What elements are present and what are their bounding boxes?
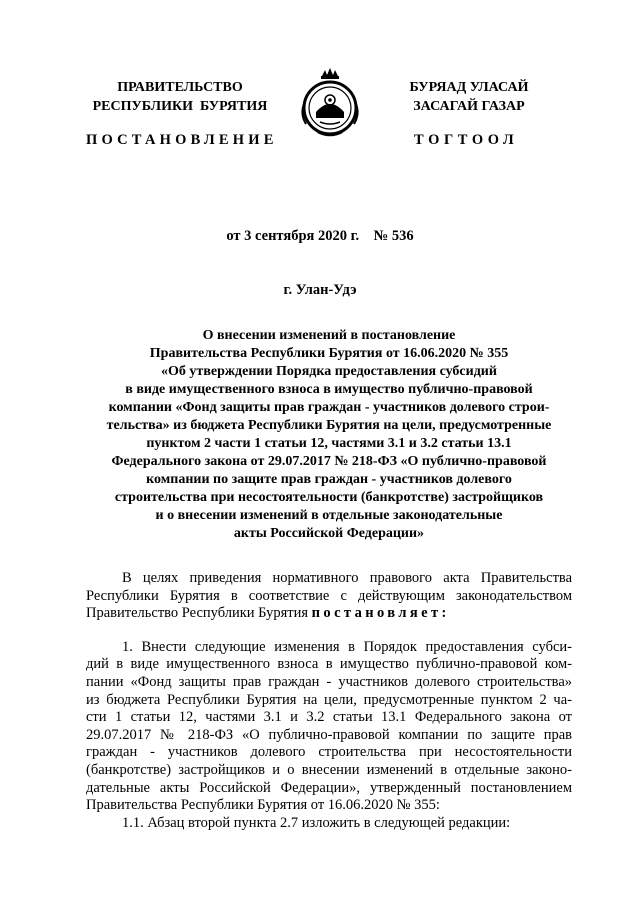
title-line: пунктом 2 части 1 статьи 12, частями 3.1 и 3.2 статьи 13.1 [146, 436, 512, 451]
document-date-number: от 3 сентября 2020 г. № 536 [226, 228, 414, 244]
paragraph-line: пании «Фонд защиты прав граждан - участников долевого строительства» [86, 673, 572, 690]
resolves-keyword: постановляет: [311, 605, 450, 622]
paragraph-1 [86, 639, 572, 815]
paragraph-1-1 [86, 815, 572, 833]
paragraph-line: из бюджета Республики Бурятия на цели, предусмотренные пунктом 2 ча- [86, 691, 572, 708]
issuer-buryat-line2: ЗАСАГАЙ ГАЗАР [413, 99, 525, 114]
issuer-buryat [384, 78, 554, 116]
paragraph-line: дательные акты Российской Федерации», утвержденный постановлением [86, 779, 572, 796]
paragraph-line: (банкротстве) застройщиков и о внесении изменений в отдельные законо- [86, 761, 572, 778]
paragraph-line: дий в виде имущественного взноса в имущество публично-правовой ком- [86, 656, 572, 673]
paragraph-line: 29.07.2017 № 218-ФЗ «О публично-правовой компании по защите прав [86, 726, 572, 743]
title-line: «Об утверждении Порядка предоставления субсидий [161, 364, 497, 379]
title-line: строительства при несостоятельности (банкротстве) застройщиков [114, 490, 544, 505]
issuer-russian-line2: РЕСПУБЛИКИ БУРЯТИЯ [92, 99, 268, 114]
title-line: тельства» из бюджета Республики Бурятия на цели, предусмотренные [106, 418, 552, 433]
title-line: компании по защите прав граждан - участников долевого [146, 472, 512, 487]
issuer-russian [70, 78, 290, 116]
issuer-russian-line1: ПРАВИТЕЛЬСТВО [117, 80, 243, 95]
paragraph-line: граждан - участников долевого строительства при несостоятельности [86, 744, 572, 761]
intro-line-text: Правительство Республики Бурятия [86, 605, 312, 622]
title-line: О внесении изменений в постановление [202, 328, 456, 343]
document-body [86, 570, 572, 832]
issuer-buryat-line1: БУРЯАД УЛАСАЙ [409, 80, 529, 95]
title-line: в виде имущественного взноса в имущество публично-правовой [125, 382, 533, 397]
document-type-buryat: ТОГТООЛ [414, 132, 519, 148]
paragraph-line: 1.1. Абзац второй пункта 2.7 изложить в следующей редакции: [122, 814, 511, 831]
paragraph-line: Правительства Республики Бурятия от 16.06.2020 № 355: [86, 797, 440, 814]
document-type-russian: ПОСТАНОВЛЕНИЕ [86, 132, 278, 148]
title-line: и о внесении изменений в отдельные законодательные [155, 508, 503, 523]
document-title [86, 327, 572, 543]
title-line: Федерального закона от 29.07.2017 № 218-ФЗ «О публично-правовой [111, 454, 547, 469]
paragraph-line: 1. Внести следующие изменения в Порядок предоставления субси- [122, 638, 572, 655]
intro-paragraph [86, 570, 572, 623]
paragraph-line: сти 1 статьи 12, частями 3.1 и 3.2 статьи 13.1 Федерального закона от [86, 709, 572, 726]
coat-of-arms-emblem [296, 66, 364, 140]
title-line: компании «Фонд защиты прав граждан - участников долевого строи- [108, 400, 550, 415]
intro-line: Республики Бурятия в соответствие с действующим законодательством [86, 587, 572, 604]
document-city: г. Улан-Удэ [283, 282, 357, 298]
title-line: акты Российской Федерации» [233, 526, 425, 541]
intro-line: В целях приведения нормативного правового акта Правительства [122, 570, 572, 586]
title-line: Правительства Республики Бурятия от 16.06.2020 № 355 [149, 346, 509, 361]
intro-line-final [86, 605, 572, 623]
